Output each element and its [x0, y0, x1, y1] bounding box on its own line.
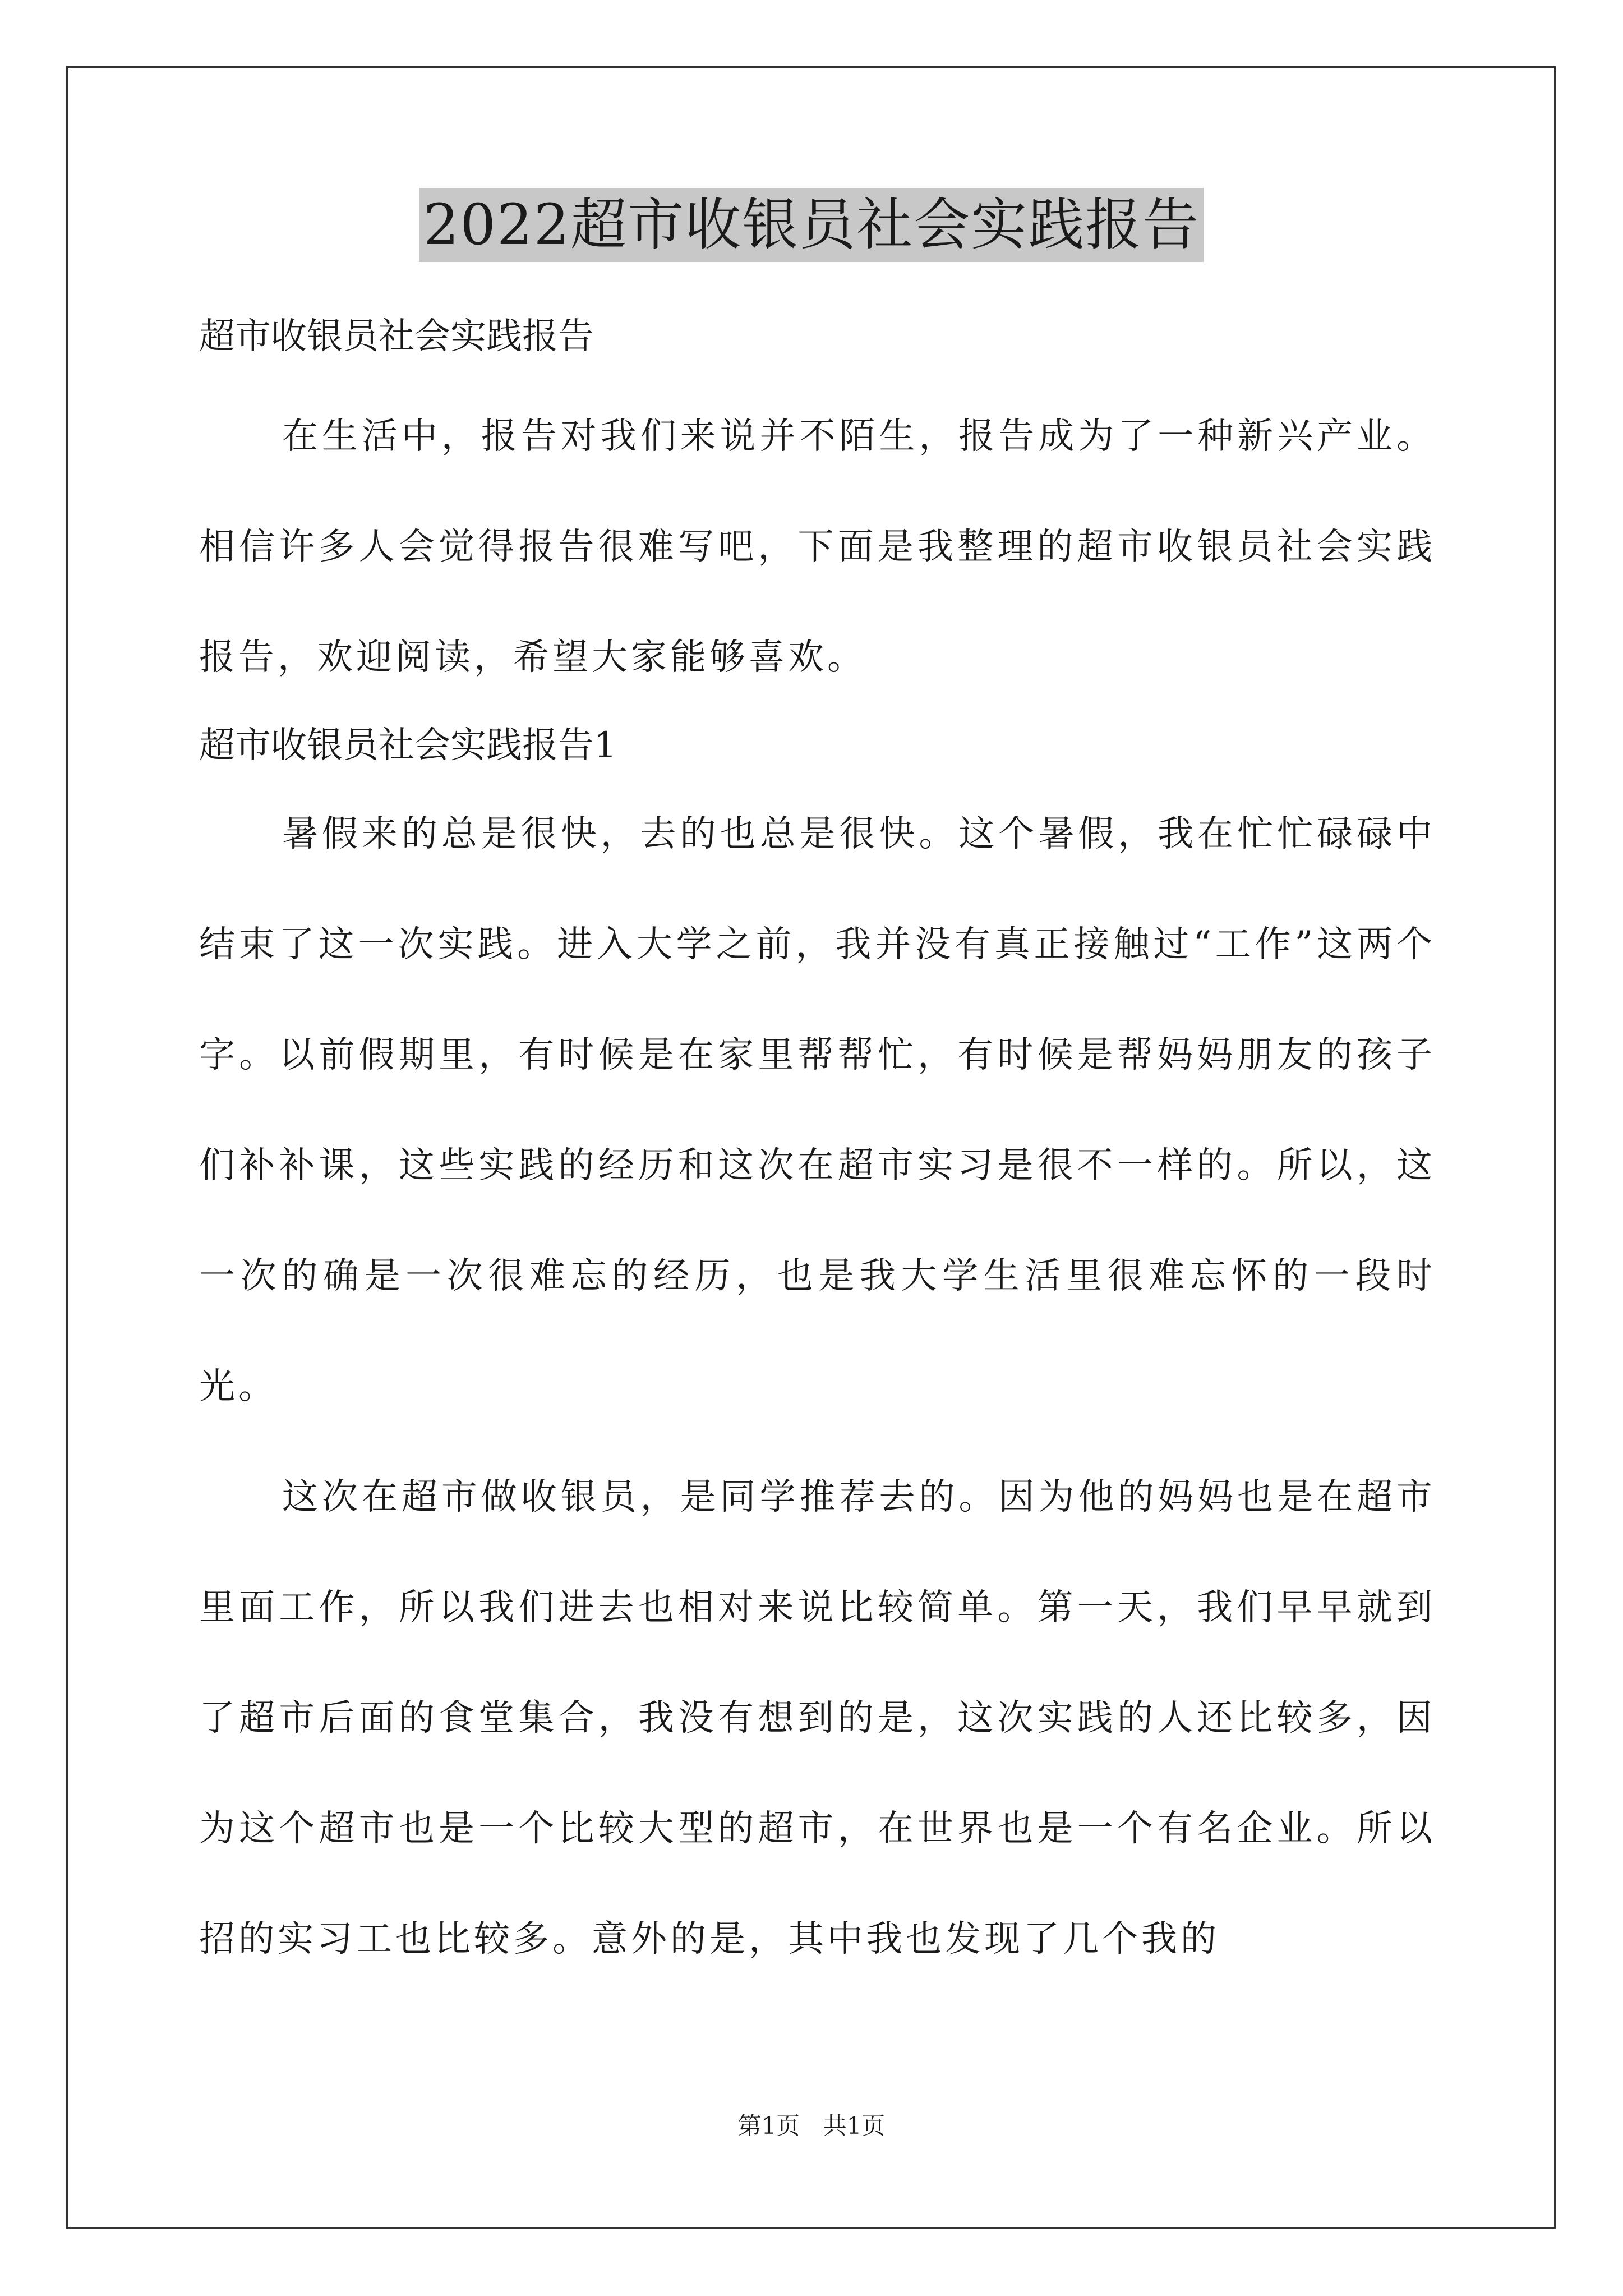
page-footer [0, 2110, 1623, 2142]
title-container [0, 188, 1623, 262]
document-body [199, 314, 1436, 1995]
document-title: 2022超市收银员社会实践报告 [419, 188, 1205, 262]
intro-paragraph: 在生活中，报告对我们来说并不陌生，报告成为了一种新兴产业。相信许多人会觉得报告很难写吧，下面是我整理的超市收银员社会实践报告，欢迎阅读，希望大家能够喜欢。 [199, 416, 1436, 678]
section-heading: 超市收银员社会实践报告1 [199, 725, 617, 766]
page-number-total: 共1页 [823, 2112, 886, 2139]
page-number-current: 第1页 [737, 2112, 800, 2139]
body-paragraph-1: 暑假来的总是很快，去的也总是很快。这个暑假，我在忙忙碌碌中结束了这一次实践。进入大学之前，我并没有真正接触过“工作”这两个字。以前假期里，有时候是在家里帮帮忙，有时候是帮妈妈朋友的孩子们补补课，这些实践的经历和这次在超市实习是很不一样的。所以，这一次的确是一次很难忘的经历，也是我大学生活里很难忘怀的一段时光。 [199, 813, 1436, 1407]
body-paragraph-2: 这次在超市做收银员，是同学推荐去的。因为他的妈妈也是在超市里面工作，所以我们进去也相对来说比较简单。第一天，我们早早就到了超市后面的食堂集合，我没有想到的是，这次实践的人还比较多，因为这个超市也是一个比较大型的超市，在世界也是一个有名企业。所以招的实习工也比较多。意外的是，其中我也发现了几个我的 [199, 1476, 1436, 1960]
document-subtitle: 超市收银员社会实践报告 [199, 316, 594, 357]
